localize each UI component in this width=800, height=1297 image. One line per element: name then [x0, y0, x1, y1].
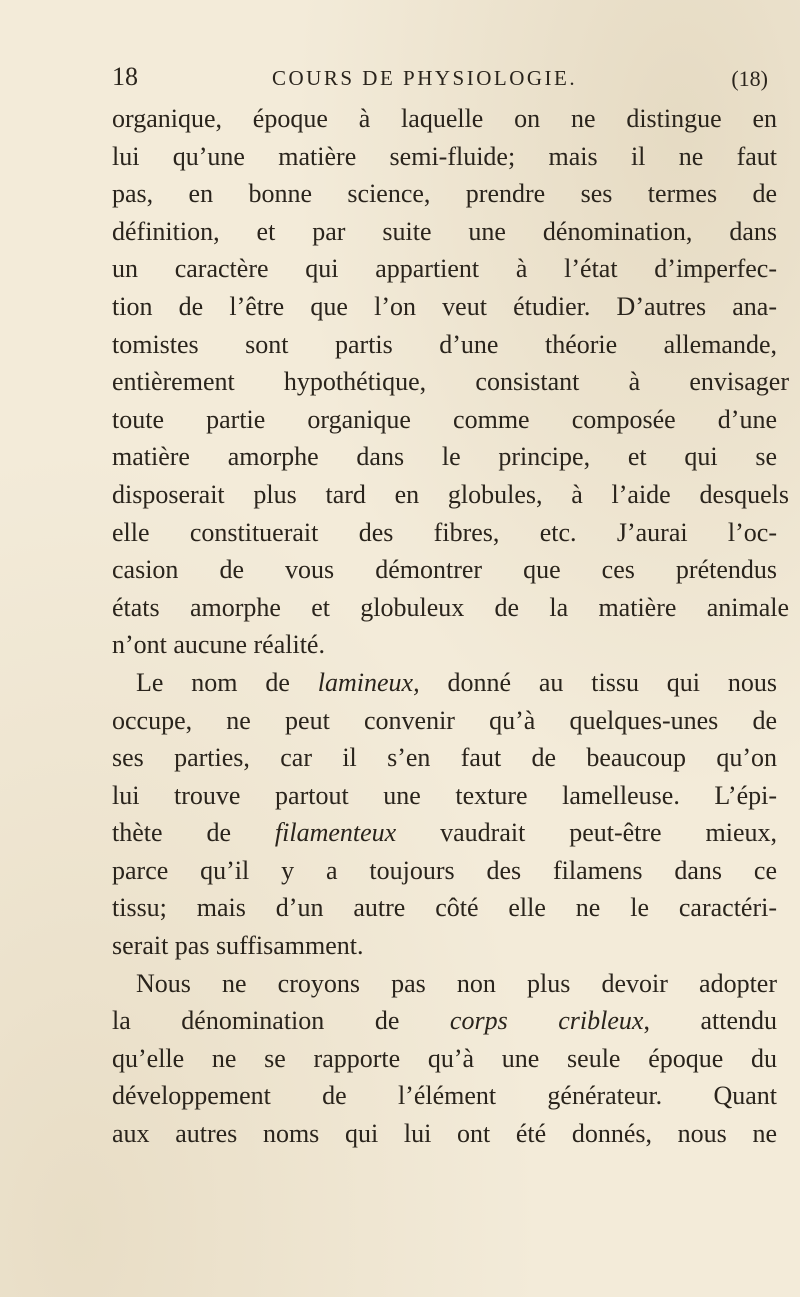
text-line [112, 1002, 777, 1040]
text-line: toute partie organique comme composée d’une [112, 404, 777, 434]
text-run: donné au tissu qui nous [419, 667, 778, 697]
text-line: organique, époque à laquelle on ne distingue en [112, 104, 777, 133]
text-run: vaudrait peut-être mieux, [396, 818, 777, 848]
section-number: (18) [731, 66, 768, 91]
text-run: Le nom de [136, 667, 318, 697]
text-line: ses parties, car il s’en faut de beaucoup qu’on [112, 743, 777, 773]
text-line: tissu; mais d’un autre côté elle ne le caractéri- [112, 893, 777, 923]
text-line: développement de l’élément générateur. Quant [112, 1081, 777, 1111]
text-line: aux autres noms qui lui ont été donnés, nous ne [112, 1119, 777, 1149]
text-line: elle constituerait des fibres, etc. J’aurai l’oc- [112, 517, 777, 547]
text-line: entièrement hypothétique, consistant à envisager [112, 367, 789, 397]
text-line [112, 814, 777, 852]
running-title: COURS DE PHYSIOLOGIE. [272, 66, 578, 90]
text-line: tion de l’être que l’on veut étudier. D’autres ana- [112, 291, 777, 321]
page-number: 18 [112, 62, 138, 91]
text-line: qu’elle ne se rapporte qu’à une seule époque du [112, 1043, 777, 1073]
text-line: n’ont aucune réalité. [112, 630, 325, 660]
body-text [112, 100, 789, 1153]
text-run: la dénomination de [112, 1006, 450, 1036]
text-line: états amorphe et globuleux de la matière animale [112, 592, 789, 622]
text-line: un caractère qui appartient à l’état d’imperfec- [112, 254, 777, 284]
text-line: occupe, ne peut convenir qu’à quelques-unes de [112, 705, 777, 735]
text-line: casion de vous démontrer que ces prétendus [112, 555, 777, 585]
page-header [112, 60, 768, 100]
text-line: Nous ne croyons pas non plus devoir adopter [136, 968, 777, 998]
text-line: tomistes sont partis d’une théorie allemande, [112, 329, 777, 359]
text-run: , attendu [643, 1006, 778, 1036]
text-run: thète de [112, 818, 275, 848]
italic-term: filamenteux [274, 818, 397, 848]
italic-term: corps cribleux [449, 1006, 644, 1036]
text-line: définition, et par suite une dénomination, dans [112, 216, 777, 246]
text-line: parce qu’il y a toujours des filamens dans ce [112, 855, 777, 885]
text-line: matière amorphe dans le principe, et qui se [112, 442, 777, 472]
text-line [112, 664, 777, 702]
text-line: disposerait plus tard en globules, à l’aide desquels [112, 479, 789, 509]
text-line: lui trouve partout une texture lamelleuse. L’épi- [112, 780, 777, 810]
text-line: serait pas suffisamment. [112, 931, 364, 961]
text-line: lui qu’une matière semi-fluide; mais il ne faut [112, 141, 777, 171]
text-line: pas, en bonne science, prendre ses termes de [112, 179, 777, 209]
italic-term: lamineux, [317, 667, 420, 697]
